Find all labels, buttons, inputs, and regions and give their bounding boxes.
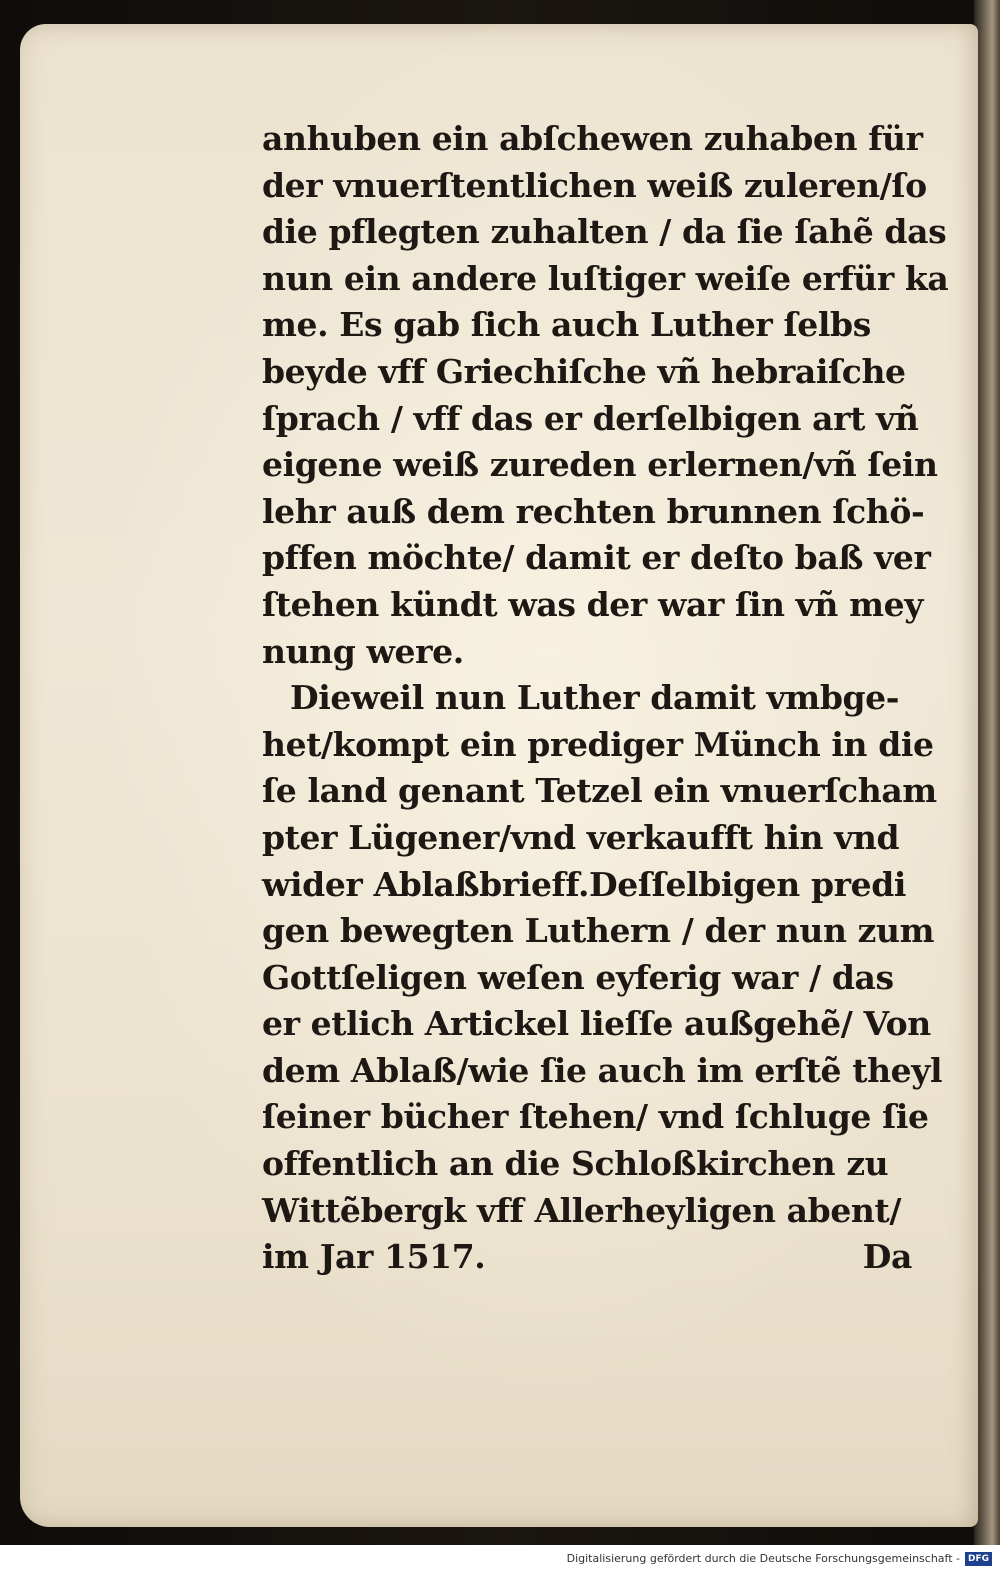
text-line: nung were. <box>262 631 464 671</box>
text-line: lehr auß dem rechten brunnen ſchö- <box>262 491 925 531</box>
funding-credit: Digitalisierung gefördert durch die Deutsche Forschungsgemeinschaft - <box>566 1552 960 1565</box>
text-line: wider Ablaßbrieff.Deſſelbigen predi <box>262 864 907 904</box>
text-line: me. Es gab ſich auch Luther ſelbs <box>262 305 871 345</box>
paragraph-start-line: Dieweil nun Luther damit vmbge- <box>290 678 900 718</box>
book-page <box>20 24 978 1527</box>
text-line: im Jar 1517. <box>262 1237 486 1277</box>
text-line: ſtehen kündt was der war ſin vñ mey <box>262 584 923 624</box>
last-line <box>262 1234 922 1281</box>
text-line: ſeiner bücher ſtehen/ vnd ſchluge ſie <box>262 1097 929 1137</box>
catchword: Da <box>862 1237 912 1277</box>
text-line: offentlich an die Schloßkirchen zu <box>262 1144 889 1184</box>
text-line: anhuben ein abſchewen zuhaben für <box>262 119 923 158</box>
text-line: Wittẽbergk vff Allerheyligen abent/ <box>262 1190 902 1230</box>
text-line: beyde vff Griechiſche vñ hebraiſche <box>262 351 906 391</box>
text-line: ſprach / vff das er derſelbigen art vñ <box>262 398 919 438</box>
text-line: eigene weiß zureden erlernen/vñ ſein <box>262 445 938 485</box>
text-line: die pflegten zuhalten / da ſie ſahẽ das <box>262 212 947 252</box>
text-line: er etlich Artickel lieſſe außgehẽ/ Von <box>262 1004 931 1044</box>
text-line: pter Lügener/vnd verkaufft hin vnd <box>262 817 900 857</box>
text-line: pffen möchte/ damit er deſto baß ver <box>262 538 931 578</box>
text-block <box>262 116 949 1281</box>
footer-bar <box>0 1545 1000 1573</box>
text-line: het/kompt ein prediger Münch in die <box>262 724 934 764</box>
text-line: dem Ablaß/wie ſie auch im erſtẽ theyl <box>262 1050 943 1090</box>
text-line: ſe land genant Tetzel ein vnuerſcham <box>262 771 937 811</box>
text-line: nun ein andere luſtiger weiſe erfür ka <box>262 258 949 298</box>
text-line: gen bewegten Luthern / der nun zum <box>262 911 935 951</box>
text-line: der vnuerſtentlichen weiß zuleren/ſo <box>262 165 927 205</box>
dfg-logo: DFG <box>965 1552 992 1566</box>
text-line: Gottſeligen weſen eyferig war / das <box>262 957 894 997</box>
